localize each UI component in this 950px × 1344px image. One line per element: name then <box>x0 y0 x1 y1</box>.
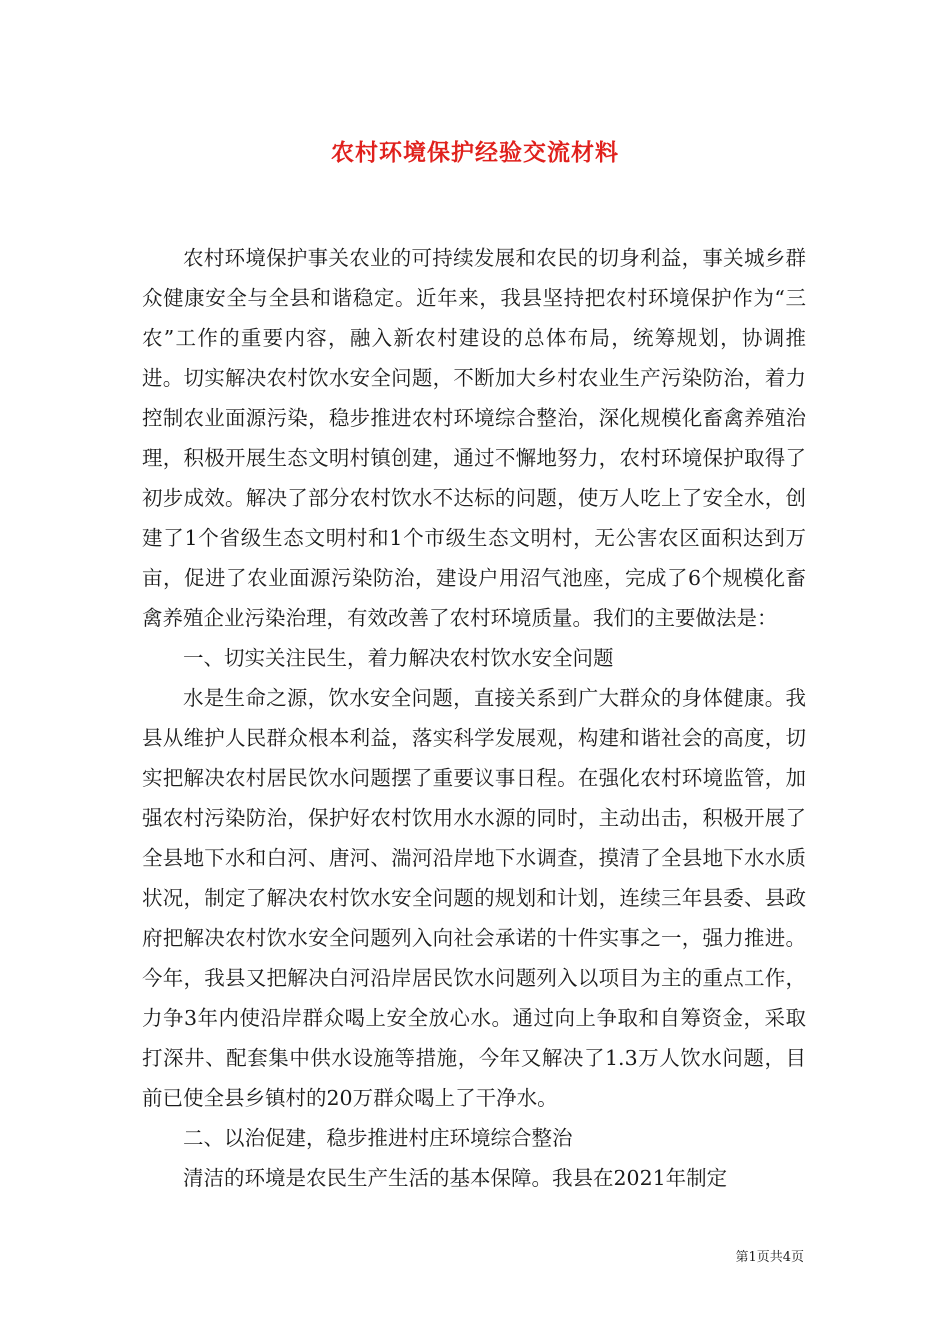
section-heading-2: 二、以治促建，稳步推进村庄环境综合整治 <box>183 1126 573 1150</box>
paragraph-intro: 农村环境保护事关农业的可持续发展和农民的切身利益，事关城乡群众健康安全与全县和谐稳定。近年来，我县坚持把农村环境保护作为“三农”工作的重要内容，融入新农村建设的总体布局，统筹规划，协调推进。切实解决农村饮水安全问题，不断加大乡村农业生产污染防治，着力控制农业面源污染，稳步推进农村环境综合整治，深化规模化畜禽养殖治理，积极开展生态文明村镇创建，通过不懈地努力，农村环境保护取得了初步成效。解决了部分农村饮水不达标的问题，使万人吃上了安全水，创建了1个省级生态文明村和1个市级生态文明村，无公害农区面积达到万亩，促进了农业面源污染防治，建设户用沼气池座，完成了6个规模化畜禽养殖企业污染治理，有效改善了农村环境质量。我们的主要做法是： <box>142 246 806 630</box>
paragraph-section-2: 清洁的环境是农民生产生活的基本保障。我县在2021年制定 <box>183 1166 728 1190</box>
document-title: 农村环境保护经验交流材料 <box>331 139 619 166</box>
document-body <box>142 238 806 1198</box>
page-number: 第1页共4页 <box>735 1250 804 1265</box>
section-heading-1: 一、切实关注民生，着力解决农村饮水安全问题 <box>183 646 614 670</box>
paragraph-section-1: 水是生命之源，饮水安全问题，直接关系到广大群众的身体健康。我县从维护人民群众根本利益，落实科学发展观，构建和谐社会的高度，切实把解决农村居民饮水问题摆了重要议事日程。在强化农村环境监管，加强农村污染防治，保护好农村饮用水水源的同时，主动出击，积极开展了全县地下水和白河、唐河、湍河沿岸地下水调查，摸清了全县地下水水质状况，制定了解决农村饮水安全问题的规划和计划，连续三年县委、县政府把解决农村饮水安全问题列入向社会承诺的十件实事之一，强力推进。今年，我县又把解决白河沿岸居民饮水问题列入以项目为主的重点工作，力争3年内使沿岸群众喝上安全放心水。通过向上争取和自筹资金，采取打深井、配套集中供水设施等措施，今年又解决了1.3万人饮水问题，目前已使全县乡镇村的20万群众喝上了干净水。 <box>142 686 806 1110</box>
